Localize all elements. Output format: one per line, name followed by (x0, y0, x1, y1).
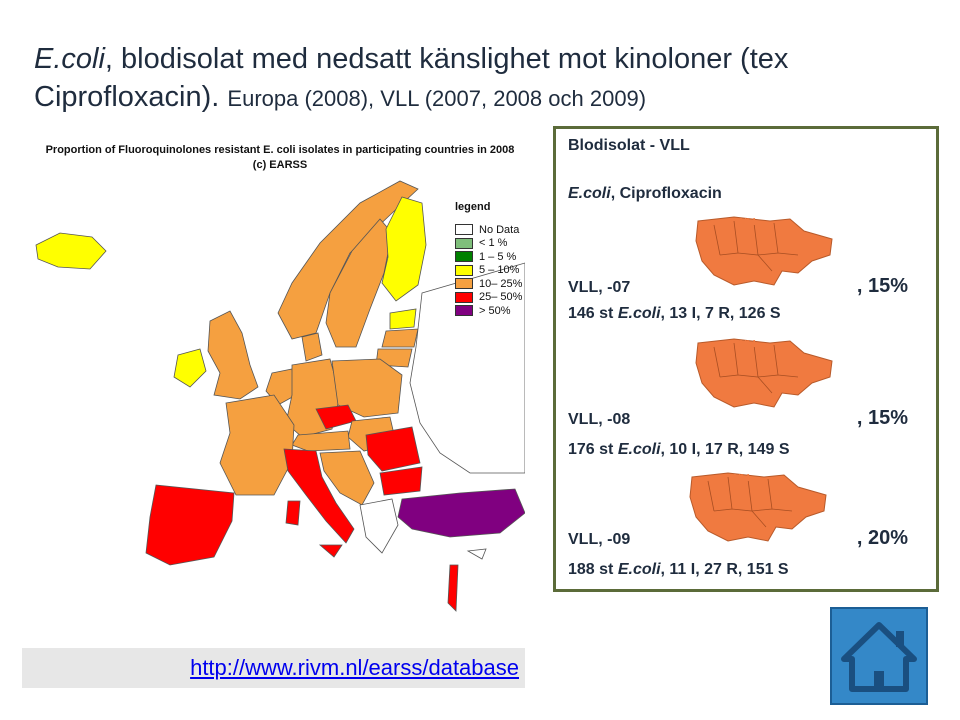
legend-swatch (455, 292, 473, 303)
legend-swatch (455, 251, 473, 262)
legend-item (455, 277, 522, 291)
vll-antibiotic: , Ciprofloxacin (610, 185, 722, 202)
vll-region-map-icon (694, 215, 836, 289)
legend-swatch (455, 305, 473, 316)
vll-entry-2-pct: , 15% (856, 407, 908, 429)
map-latvia (382, 329, 418, 347)
home-button[interactable] (830, 607, 928, 705)
vll-entry-2-detail: 176 st E.coli, 10 I, 17 R, 149 S (568, 441, 790, 458)
title-subtitle: Europa (2008), VLL (2007, 2008 och 2009) (227, 86, 647, 111)
map-sardinia (286, 501, 300, 525)
europe-map (30, 133, 525, 623)
legend-label: 5 – 10% (479, 264, 520, 277)
title-line1: , blodisolat med nedsatt känslighet mot kinoloner (tex (104, 43, 789, 75)
legend-label: < 1 % (479, 237, 508, 250)
legend-label: No Data (479, 223, 520, 236)
legend-item (455, 291, 522, 305)
vll-map-label: VLL (740, 339, 759, 350)
vll-entry-1-detail: 146 st E.coli, 13 I, 7 R, 126 S (568, 305, 781, 322)
legend-label: 25– 50% (479, 291, 523, 304)
legend-label: > 50% (479, 304, 511, 317)
vll-region-map-icon (694, 337, 836, 411)
legend-item (455, 223, 522, 237)
legend-item (455, 250, 522, 264)
url-bar (22, 648, 525, 688)
vll-organism: E.coli (568, 185, 611, 202)
slide-title (34, 40, 894, 118)
vll-map-label: VLL (734, 473, 753, 484)
title-line2: Ciprofloxacin). (34, 81, 220, 113)
vll-entry-1-pct: , 15% (856, 275, 908, 297)
vll-entry-2-label: VLL, -08 (568, 411, 631, 428)
vll-heading: Blodisolat - VLL (568, 137, 690, 154)
vll-entry-3-detail: 188 st E.coli, 11 I, 27 R, 151 S (568, 561, 789, 578)
home-icon (832, 609, 926, 703)
map-title: Proportion of Fluoroquinolones resistant E. coli isolates in participating countries in 2008 (45, 144, 515, 156)
legend-label: 10– 25% (479, 277, 523, 290)
legend-label: 1 – 5 % (479, 250, 517, 263)
map-israel (448, 565, 458, 611)
title-species: E.coli (34, 43, 105, 75)
source-link[interactable]: http://www.rivm.nl/earss/database (190, 655, 519, 680)
map-copyright: (c) EARSS (252, 159, 308, 171)
legend-swatch (455, 224, 473, 235)
legend-swatch (455, 278, 473, 289)
legend-item (455, 264, 522, 278)
vll-region-map-icon (688, 471, 830, 545)
vll-entry-3-label: VLL, -09 (568, 531, 631, 548)
vll-map-label: VLL (740, 217, 759, 228)
legend-swatch (455, 238, 473, 249)
legend-item (455, 237, 522, 251)
legend-item (455, 304, 522, 318)
map-estonia (390, 309, 416, 329)
vll-entry-1-label: VLL, -07 (568, 279, 631, 296)
europe-map-graphic (30, 133, 525, 623)
legend-title: legend (455, 201, 491, 213)
map-legend (455, 201, 522, 318)
vll-entry-3-pct: , 20% (856, 527, 908, 549)
vll-panel (553, 126, 939, 592)
vll-subheading (568, 185, 722, 203)
legend-swatch (455, 265, 473, 276)
